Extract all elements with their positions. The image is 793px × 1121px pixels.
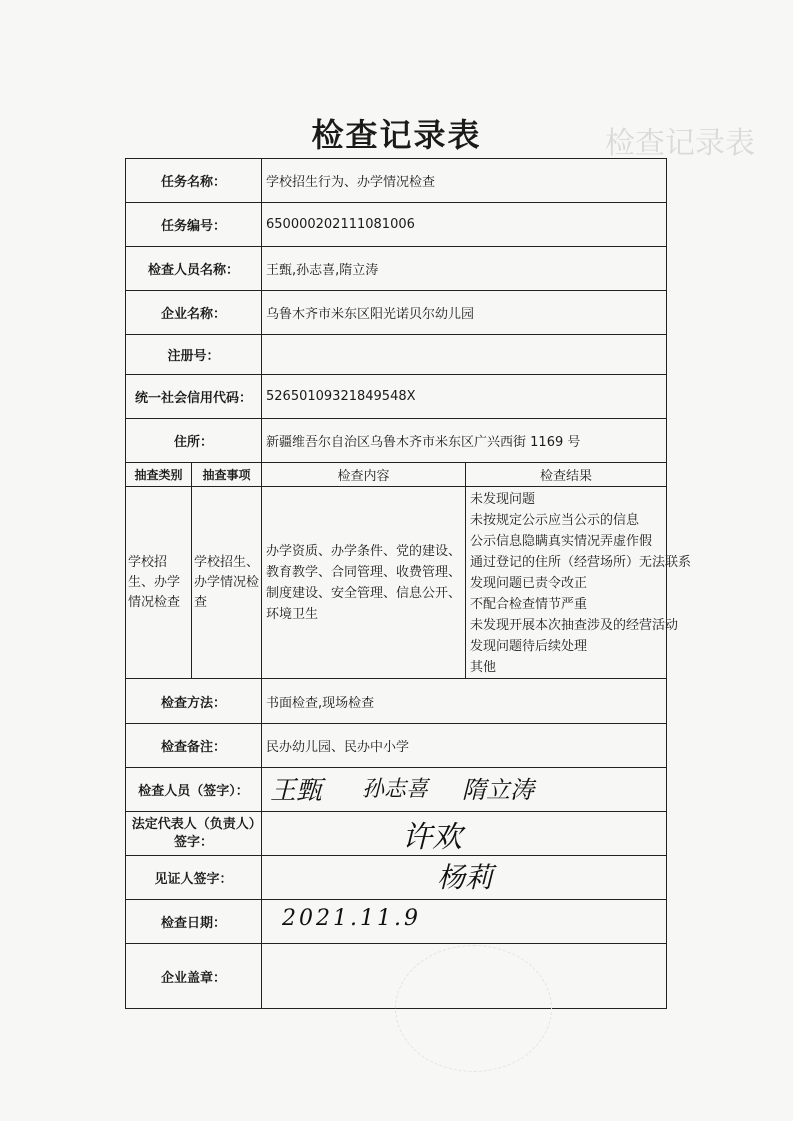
legal-rep-label: 法定代表人（负责人）签字： xyxy=(126,812,262,856)
check-results xyxy=(466,487,692,679)
page-title: 检查记录表 xyxy=(311,116,482,154)
result-option: 发现问题待后续处理 xyxy=(470,639,588,654)
row-remarks xyxy=(126,724,667,768)
witness-signature: 杨莉 xyxy=(437,861,494,894)
inspector-signature: 王甄 xyxy=(270,776,323,806)
inspectors-value: 王甄,孙志喜,隋立涛 xyxy=(262,247,667,291)
bleed-through-text: 检查记录表 xyxy=(605,126,755,161)
inspector-signature: 隋立涛 xyxy=(462,776,535,804)
header-item: 抽查事项 xyxy=(192,463,262,487)
credit-code-label: 统一社会信用代码： xyxy=(126,375,262,419)
header-category: 抽查类别 xyxy=(126,463,192,487)
legal-rep-signature: 许欢 xyxy=(402,820,463,855)
seal-label: 企业盖章： xyxy=(126,944,262,1009)
sign-inspectors-label: 检查人员（签字）： xyxy=(126,768,262,812)
remarks-value: 民办幼儿园、民办中小学 xyxy=(262,724,667,768)
check-item: 学校招生、办学情况检查 xyxy=(192,487,262,679)
result-option: 通过登记的住所（经营场所）无法联系 xyxy=(470,555,692,570)
result-option: 不配合检查情节严重 xyxy=(470,597,588,612)
task-name-value: 学校招生行为、办学情况检查 xyxy=(262,159,667,203)
check-category: 学校招生、办学情况检查 xyxy=(126,487,192,679)
check-content: 办学资质、办学条件、党的建设、教育教学、合同管理、收费管理、制度建设、安全管理、信息公开、环境卫生 xyxy=(262,487,466,679)
method-value: 书面检查,现场检查 xyxy=(262,679,667,724)
row-method xyxy=(126,679,667,724)
credit-code-value: 52650109321849548X xyxy=(262,375,667,419)
company-label: 企业名称： xyxy=(126,291,262,335)
row-reg-no xyxy=(126,335,667,375)
row-sign-inspectors xyxy=(126,768,667,812)
row-witness xyxy=(126,856,667,900)
address-value: 新疆维吾尔自治区乌鲁木齐市米东区广兴西街 1169 号 xyxy=(262,419,667,463)
check-table-header xyxy=(126,463,667,487)
row-inspectors xyxy=(126,247,667,291)
result-option: 未发现问题 xyxy=(470,492,536,507)
address-label: 住所： xyxy=(126,419,262,463)
task-name-label: 任务名称： xyxy=(126,159,262,203)
remarks-label: 检查备注： xyxy=(126,724,262,768)
inspection-form xyxy=(125,158,692,1009)
reg-no-value xyxy=(262,335,667,375)
sign-inspectors-area xyxy=(262,768,667,812)
header-content: 检查内容 xyxy=(262,463,466,487)
inspector-signature: 孙志喜 xyxy=(362,777,429,802)
date-label: 检查日期： xyxy=(126,900,262,944)
date-area xyxy=(262,900,667,944)
faint-seal-imprint xyxy=(395,945,552,1072)
inspectors-label: 检查人员名称： xyxy=(126,247,262,291)
witness-label: 见证人签字： xyxy=(126,856,262,900)
result-option: 其他 xyxy=(470,660,497,675)
row-credit-code xyxy=(126,375,667,419)
row-company xyxy=(126,291,667,335)
row-date xyxy=(126,900,667,944)
result-option: 公示信息隐瞒真实情况弄虚作假 xyxy=(470,534,653,549)
task-no-label: 任务编号： xyxy=(126,203,262,247)
witness-sign-area xyxy=(262,856,667,900)
method-label: 检查方法： xyxy=(126,679,262,724)
result-option: 未按规定公示应当公示的信息 xyxy=(470,513,640,528)
date-handwritten: 2021.11.9 xyxy=(282,906,421,931)
result-option: 发现问题已责令改正 xyxy=(470,576,588,591)
company-value: 乌鲁木齐市米东区阳光诺贝尔幼儿园 xyxy=(262,291,667,335)
check-table-row xyxy=(126,487,667,679)
header-result: 检查结果 xyxy=(466,463,667,487)
row-task-no xyxy=(126,203,667,247)
row-task-name xyxy=(126,159,667,203)
result-option: 未发现开展本次抽查涉及的经营活动 xyxy=(470,618,679,633)
legal-rep-sign-area xyxy=(262,812,667,856)
row-legal-rep xyxy=(126,812,667,856)
reg-no-label: 注册号： xyxy=(126,335,262,375)
row-address xyxy=(126,419,667,463)
task-no-value: 650000202111081006 xyxy=(262,203,667,247)
